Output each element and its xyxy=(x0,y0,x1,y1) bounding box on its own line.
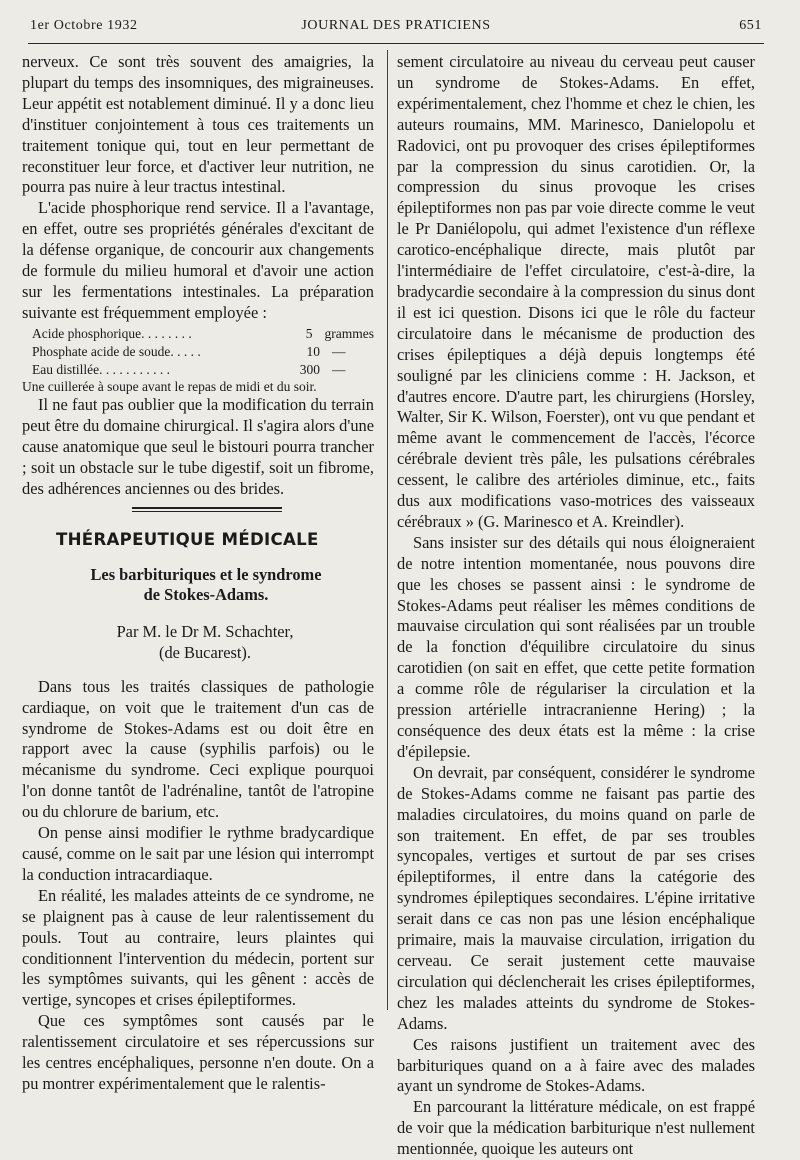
section-title: THÉRAPEUTIQUE MÉDICALE xyxy=(56,529,319,549)
paragraph: On devrait, par conséquent, considérer le syndrome de Stokes-Adams comme ne faisant pas partie des maladies circulatoires, du moins quand on parle de son traitement. En effet, de par ses troubles syncopales, vertiges et surtout de par ses crises épileptiformes, il entre dans la catégorie des syndromes épileptiques secondaires. L'épine irritative serait dans ce cas non pas une lésion encéphalique primaire, mais la mauvaise circulation, irrigation du cerveau. Ce serait justement cette mauvaise circulation qui déclencherait les crises épileptiformes, chez les malades atteints du syndrome de Stokes-Adams. xyxy=(397,762,755,1033)
paragraph: Que ces symptômes sont causés par le ralentissement circulatoire et ses répercussions sur les centres encéphaliques, personne n'en doute. On a pu montrer expérimentalement que le ralentis- xyxy=(22,1011,374,1093)
column-separator xyxy=(387,50,388,1010)
ingredient-qty: 300 xyxy=(299,361,320,377)
ingredient-unit: — xyxy=(332,343,346,359)
left-column xyxy=(22,52,374,1095)
paragraph: L'acide phosphorique rend service. Il a l'avantage, en effet, outre ses propriétés générales d'excitant de la défense organique, de concourir aux changements de formule du milieu humoral et d'avoir une action sur les fermentations intestinales. La préparation suivante est fréquemment employée : xyxy=(22,198,374,322)
recipe-list xyxy=(32,325,374,379)
section-divider xyxy=(22,500,374,524)
page-number: 651 xyxy=(739,18,762,33)
paragraph: sement circulatoire au niveau du cerveau peut causer un syndrome de Stokes-Adams. En effet, expérimentalement, chez l'homme et chez le chien, les auteurs roumains, MM. Marinesco, Danielopolu et Radovici, ont pu provoquer des crises épileptiformes par la compression du sinus carotidien. Or, la compression du sinus provoque les crises épileptiformes non pas par voie directe comme le veut le Pr Daniélopolu, qui admet l'existence d'un réflexe carotico-encéphalique directe, mais plutôt par l'intermédiaire de l'effet circulatoire, c'est-à-dire, la bradycardie secondaire à la compression du sinus dont il est ici question. Disons ici que le rôle du facteur circulatoire dans le mécanisme de production des crises épileptiques a déjà depuis longtemps été souligné par les cliniciens comme : H. Jackson, et d'autres encore. D'autre part, les chirurgiens (Horsley, Walter, Sir K. Wilson, Foerster), ont vu que pendant et même avant le commencement de l'accès, l'écorce cérébrale devient très pâle, les pulsations cérébrales cessent, le calibre des artérioles diminue, etc., faits dus aux modifications vaso-motrices des vaisseaux cérébraux » (G. Marinesco et A. Kreindler). xyxy=(397,52,755,531)
ingredient-qty: 10 xyxy=(306,343,320,359)
paragraph: On pense ainsi modifier le rythme bradycardique causé, comme on le sait par une lésion qui interrompt la conduction intracardiaque. xyxy=(22,823,374,884)
ingredient-unit: — xyxy=(332,361,346,377)
ingredient-unit: grammes xyxy=(324,325,374,341)
paragraph: Dans tous les traités classiques de pathologie cardiaque, on voit que le traitement d'un cas de syndrome de Stokes-Adams est ou doit être en rapport avec la cause (syphilis parfois) ou le mécanisme du syndrome. Ceci explique pourquoi l'on donne tantôt de l'adrénaline, tantôt de l'atropine ou du chlorure de barium, etc. xyxy=(22,676,374,822)
paragraph: Ces raisons justifient un traitement avec des barbituriques quand on a à faire avec des malades ayant un syndrome de Stokes-Adams. xyxy=(397,1034,755,1096)
ingredient-qty: 5 xyxy=(305,325,313,341)
article-title xyxy=(38,565,374,605)
running-header xyxy=(30,18,762,40)
article-title-line: Les barbituriques et le syndrome xyxy=(90,564,322,584)
recipe-row xyxy=(32,361,374,379)
paragraph: En réalité, les malades atteints de ce syndrome, ne se plaignent pas à cause de leur ralentissement du pouls. Tout au contraire, leurs plaintes qui conditionnent l'intervention du médecin, portent sur les symptômes suivants, qui les gênent : accès de vertige, syncopes et crises épileptiformes. xyxy=(22,885,374,1010)
header-rule xyxy=(28,43,764,44)
issue-date: 1er Octobre 1932 xyxy=(30,18,138,33)
paragraph: Sans insister sur des détails qui nous éloigneraient de notre intention momentanée, nous pouvons dire que les choses se passent ainsi : le syndrome de Stokes-Adams peut réaliser les mêmes conditions de mauvaise circulation qui sont réalisées par un trouble de la fonction d'équilibre circulatoire du sinus carotidien (on sait en effet, que cette petite formation a comme rôle de régulariser la circulation et la pression artérielle intracranienne Hering) ; la conséquence des deux états est la même : la crise d'épilepsie. xyxy=(397,532,755,761)
journal-title: JOURNAL DES PRATICIENS xyxy=(301,18,491,33)
paragraph: Il ne faut pas oublier que la modification du terrain peut être du domaine chirurgical. Il s'agira alors d'une cause anatomique que seul le bistouri pourra trancher ; soit un obstacle sur le tube digestif, soit un fibrome, des adhérences anciennes ou des brides. xyxy=(22,395,374,498)
recipe-row xyxy=(32,325,374,343)
author-affiliation: (de Bucarest). xyxy=(159,642,251,662)
ingredient-name: Acide phosphorique. . . . . . . . xyxy=(32,325,192,341)
author-line: Par M. le Dr M. Schachter, xyxy=(116,621,294,641)
recipe-note: Une cuillerée à soupe avant le repas de midi et du soir. xyxy=(22,378,317,394)
ingredient-name: Phosphate acide de soude. . . . . xyxy=(32,343,201,359)
right-column xyxy=(397,52,755,1160)
ingredient-name: Eau distillée. . . . . . . . . . . xyxy=(32,361,170,377)
paragraph: En parcourant la littérature médicale, on est frappé de voir que la médication barbiturique n'est nullement mentionnée, quoique les auteurs ont xyxy=(397,1097,755,1159)
recipe-row xyxy=(32,343,374,361)
byline xyxy=(36,621,374,663)
paragraph: nerveux. Ce sont très souvent des amaigries, la plupart du temps des insomniques, des migraineuses. Leur appétit est notablement diminué. Il y a donc lieu d'instituer conjointement à tous ces traitements un traitement tonique qui, tout en leur permettant de reconstituer leur force, et d'activer leur nutrition, ne pourra pas nuire à leur tractus intestinal. xyxy=(22,52,374,197)
article-title-line: de Stokes-Adams. xyxy=(143,584,269,604)
